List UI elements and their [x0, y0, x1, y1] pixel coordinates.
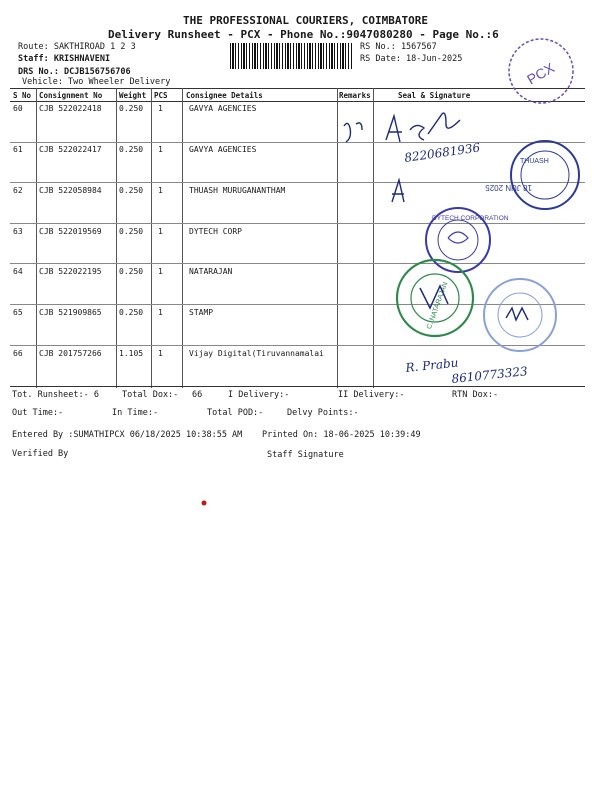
row-consignment: CJB 522022417 — [39, 145, 102, 154]
ii-delivery: II Delivery:- — [338, 390, 405, 400]
row-consignee: THUASH MURUGANANTHAM — [189, 186, 286, 195]
dytech-stamp-text: DYTECH CORPORATION — [432, 215, 509, 222]
red-ink-dot — [202, 501, 207, 506]
col-header-seal: Seal & Signature — [398, 91, 471, 100]
pcx-stamp — [509, 39, 573, 103]
route-label: Route: SAKTHIROAD 1 2 3 — [18, 42, 136, 52]
row-weight: 0.250 — [119, 145, 144, 154]
row-consignment: CJB 522022418 — [39, 104, 102, 113]
dytech-stamp — [426, 208, 509, 272]
signature-row-62 — [392, 180, 404, 202]
row-weight: 0.250 — [119, 308, 144, 317]
col-header-remarks: Remarks — [339, 91, 371, 100]
thuash-stamp — [485, 141, 579, 209]
row-weight: 0.250 — [119, 104, 144, 113]
company-title: THE PROFESSIONAL COURIERS, COIMBATORE — [183, 14, 429, 27]
col-header-sno: S No — [13, 91, 32, 100]
row-pcs: 1 — [158, 227, 163, 236]
row-consignee: STAMP — [189, 308, 214, 317]
i-delivery: I Delivery:- — [228, 390, 290, 400]
drs-label: DRS No.: DCJB156756706 — [18, 67, 131, 77]
delvy-points: Delvy Points:- — [287, 408, 359, 418]
col-header-consignment: Consignment No — [39, 91, 103, 100]
row-pcs: 1 — [158, 186, 163, 195]
rs-number: RS No.: 1567567 — [360, 42, 437, 52]
row-consignee: DYTECH CORP — [189, 227, 242, 236]
out-time: Out Time:- — [12, 408, 64, 418]
row-sno: 61 — [13, 145, 23, 154]
row-consignee: NATARAJAN — [189, 267, 233, 276]
rs-date: RS Date: 18-Jun-2025 — [360, 54, 463, 64]
row-sno: 63 — [13, 227, 23, 236]
row-sno: 65 — [13, 308, 23, 317]
entered-by: Entered By :SUMATHIPCX 06/18/2025 10:38:55 AM — [12, 430, 243, 440]
natarajan-stamp — [397, 260, 473, 336]
row-pcs: 1 — [158, 104, 163, 113]
runsheet-subtitle: Delivery Runsheet - PCX - Phone No.:9047080280 - Page No.:6 — [108, 28, 499, 41]
row-weight: 1.105 — [119, 349, 144, 358]
rtn-dox: RTN Dox:- — [452, 390, 499, 400]
thuash-stamp-text: THUASH — [520, 158, 549, 165]
row-consignee: GAVYA AGENCIES — [189, 104, 257, 113]
row-consignment: CJB 201757266 — [39, 349, 102, 358]
stamp-date: 18 JUN 2025 — [485, 183, 532, 192]
row-pcs: 1 — [158, 308, 163, 317]
row-consignment: CJB 521909865 — [39, 308, 102, 317]
row-pcs: 1 — [158, 145, 163, 154]
row-pcs: 1 — [158, 267, 163, 276]
stamp-row-65 — [484, 279, 556, 351]
total-pod: Total POD:- — [207, 408, 264, 418]
row-sno: 66 — [13, 349, 23, 358]
handwritten-name: R. Prabu — [404, 355, 460, 375]
total-dox-label: Total Dox:- — [122, 390, 179, 400]
total-dox-value: 66 — [192, 390, 203, 400]
handwritten-phone-1: 8220681936 — [403, 140, 482, 165]
row-weight: 0.250 — [119, 227, 144, 236]
row-sno: 60 — [13, 104, 23, 113]
row-consignment: CJB 522058984 — [39, 186, 102, 195]
row-pcs: 1 — [158, 349, 163, 358]
row-consignment: CJB 522022195 — [39, 267, 102, 276]
row-sno: 62 — [13, 186, 23, 195]
handwritten-phone-2: 8610773323 — [450, 364, 529, 386]
verified-by: Verified By — [12, 449, 69, 459]
row-consignee: GAVYA AGENCIES — [189, 145, 257, 154]
row-consignment: CJB 522019569 — [39, 227, 102, 236]
col-header-pcs: PCS — [154, 91, 168, 100]
natarajan-stamp-text: C. NATARAJAN — [425, 281, 450, 331]
staff-signature-label: Staff Signature — [267, 450, 344, 460]
printed-on: Printed On: 18-06-2025 10:39:49 — [262, 430, 421, 440]
tot-runsheet: Tot. Runsheet:- 6 — [12, 390, 99, 400]
in-time: In Time:- — [112, 408, 159, 418]
vehicle-label: Vehicle: Two Wheeler Delivery — [22, 77, 171, 87]
pcx-stamp-text: PCX — [524, 59, 558, 88]
row-consignee: Vijay Digital(Tiruvannamalai — [189, 349, 324, 358]
staff-label: Staff: KRISHNAVENI — [18, 54, 111, 64]
row-sno: 64 — [13, 267, 23, 276]
signature-row-60 — [344, 113, 460, 142]
row-weight: 0.250 — [119, 186, 144, 195]
col-header-consignee: Consignee Details — [186, 91, 263, 100]
col-header-weight: Weight — [119, 91, 147, 100]
row-weight: 0.250 — [119, 267, 144, 276]
